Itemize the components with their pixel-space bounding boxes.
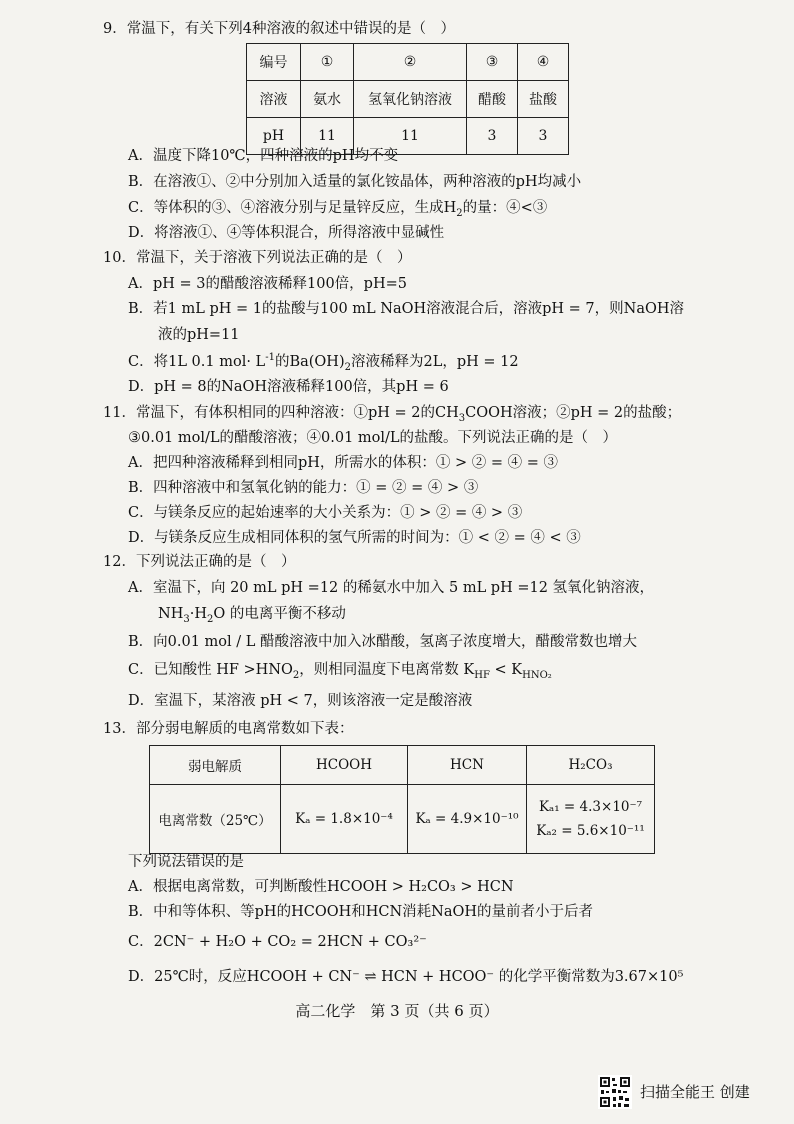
q13-option-a: A．根据电离常数，可判断酸性HCOOH > H₂CO₃ > HCN	[128, 879, 514, 895]
subscript: 2	[344, 361, 351, 373]
table-cell: ③	[467, 44, 518, 81]
table-row	[247, 81, 569, 118]
q13-option-b: B．中和等体积、等pH的HCOOH和HCN消耗NaOH的量前者小于后者	[128, 904, 594, 920]
table-cell: 盐酸	[518, 81, 569, 118]
table-cell: ②	[354, 44, 467, 81]
subscript: 2	[292, 669, 300, 681]
table-cell: ④	[518, 44, 569, 81]
table-cell: ①	[301, 44, 354, 81]
table-cell: 3	[518, 118, 569, 155]
subscript: HF	[474, 669, 490, 681]
q13-option-c: C．2CN⁻ + H₂O + CO₂ = 2HCN + CO₃²⁻	[128, 934, 427, 950]
table-row	[247, 44, 569, 81]
page-footer: 高二化学 第 3 页（共 6 页）	[295, 1002, 499, 1020]
ka1-value: Kₐ₁ = 4.3×10⁻⁷	[538, 799, 643, 815]
text: 溶液稀释为2L，pH = 12	[350, 354, 519, 370]
text: O 的电离平衡不移动	[213, 606, 346, 622]
text: 11．常温下，有体积相同的四种溶液：①pH = 2的CH	[103, 405, 459, 421]
table-cell: 3	[467, 118, 518, 155]
q10-option-b-cont: 液的pH=11	[158, 327, 240, 343]
q11-stem	[103, 402, 681, 424]
q9-table	[246, 43, 569, 155]
subscript: 3	[458, 412, 466, 424]
q12-option-d: D．室温下，某溶液 pH < 7，则该溶液一定是酸溶液	[128, 693, 473, 709]
q13-table	[149, 745, 655, 854]
q10-stem: 10．常温下，关于溶液下列说法正确的是（ ）	[103, 250, 412, 266]
table-cell: 11	[301, 118, 354, 155]
q9-option-d: D．将溶液①、④等体积混合，所得溶液中显碱性	[128, 225, 445, 241]
text: 的量：④<③	[462, 200, 548, 216]
scanner-watermark: 扫描全能王 创建	[640, 1083, 750, 1101]
table-cell: H₂CO₃	[527, 746, 655, 785]
q11-stem-cont: ③0.01 mol/L的醋酸溶液；④0.01 mol/L的盐酸。下列说法正确的是（ ）	[128, 430, 618, 446]
q13-option-d: D．25℃时，反应HCOOH + CN⁻ ⇌ HCN + HCOO⁻ 的化学平衡常数为3.67×10⁵	[128, 969, 684, 985]
subscript: 2	[206, 613, 214, 625]
q12-option-a: A．室温下，向 20 mL pH =12 的稀氨水中加入 5 mL pH =12 氢氧化钠溶液，	[128, 580, 655, 596]
superscript: -1	[265, 352, 275, 364]
subscript: HNO₂	[522, 669, 552, 681]
table-cell: 氢氧化钠溶液	[354, 81, 467, 118]
text: ，则相同温度下电离常数 K	[299, 662, 475, 678]
q9-option-b: B．在溶液①、②中分别加入适量的氯化铵晶体，两种溶液的pH均减小	[128, 174, 582, 190]
table-cell: 弱电解质	[150, 746, 281, 785]
table-cell: HCOOH	[281, 746, 408, 785]
subscript: 3	[183, 613, 190, 625]
q13-lead: 下列说法错误的是	[128, 854, 244, 870]
q13-stem: 13．部分弱电解质的电离常数如下表：	[103, 721, 354, 737]
table-cell: 编号	[247, 44, 301, 81]
table-cell: Kₐ = 4.9×10⁻¹⁰	[408, 785, 527, 854]
table-cell: 11	[354, 118, 467, 155]
q12-option-a-cont	[158, 603, 346, 625]
table-cell: HCN	[408, 746, 527, 785]
text: C．已知酸性 HF >HNO	[128, 662, 293, 678]
text: NH	[158, 606, 184, 622]
text: C．将1L 0.1 mol· L	[128, 354, 266, 370]
table-cell: pH	[247, 118, 301, 155]
q11-option-a: A．把四种溶液稀释到相同pH，所需水的体积：① > ② = ④ = ③	[128, 455, 558, 471]
text: < K	[489, 662, 523, 678]
q10-option-b: B．若1 mL pH = 1的盐酸与100 mL NaOH溶液混合后，溶液pH = 7，则NaOH溶	[128, 301, 685, 317]
table-cell: 溶液	[247, 81, 301, 118]
text: COOH溶液；②pH = 2的盐酸；	[465, 405, 682, 421]
qr-code-icon	[598, 1075, 632, 1109]
table-row	[150, 785, 655, 854]
text: C．等体积的③、④溶液分别与足量锌反应，生成H	[128, 200, 457, 216]
table-row	[150, 746, 655, 785]
q12-option-c	[128, 659, 552, 681]
q11-option-d: D．与镁条反应生成相同体积的氢气所需的时间为：① < ② = ④ < ③	[128, 530, 581, 546]
table-cell: Kₐ = 1.8×10⁻⁴	[281, 785, 408, 854]
q12-option-b: B．向0.01 mol / L 醋酸溶液中加入冰醋酸，氢离子浓度增大，醋酸常数也增大	[128, 634, 638, 650]
q9-option-c	[128, 197, 547, 219]
q12-stem: 12．下列说法正确的是（ ）	[103, 554, 296, 570]
table-cell: 氨水	[301, 81, 354, 118]
subscript: 2	[456, 207, 463, 219]
q10-option-c	[128, 351, 519, 373]
table-cell	[527, 785, 655, 854]
q9-option-a: A．温度下降10℃，四种溶液的pH均不变	[128, 148, 399, 164]
q10-option-d: D．pH = 8的NaOH溶液稀释100倍，其pH = 6	[128, 379, 449, 395]
q11-option-c: C．与镁条反应的起始速率的大小关系为：① > ② = ④ > ③	[128, 505, 523, 521]
table-cell: 电离常数（25℃）	[150, 785, 281, 854]
text: 的Ba(OH)	[274, 354, 345, 370]
q10-option-a: A．pH = 3的醋酸溶液稀释100倍，pH=5	[128, 276, 407, 292]
q11-option-b: B．四种溶液中和氢氧化钠的能力：① = ② = ④ > ③	[128, 480, 479, 496]
table-cell: 醋酸	[467, 81, 518, 118]
ka2-value: Kₐ₂ = 5.6×10⁻¹¹	[536, 823, 645, 839]
q9-stem: 9．常温下，有关下列4种溶液的叙述中错误的是（ ）	[103, 21, 455, 37]
text: ·H	[189, 606, 207, 622]
